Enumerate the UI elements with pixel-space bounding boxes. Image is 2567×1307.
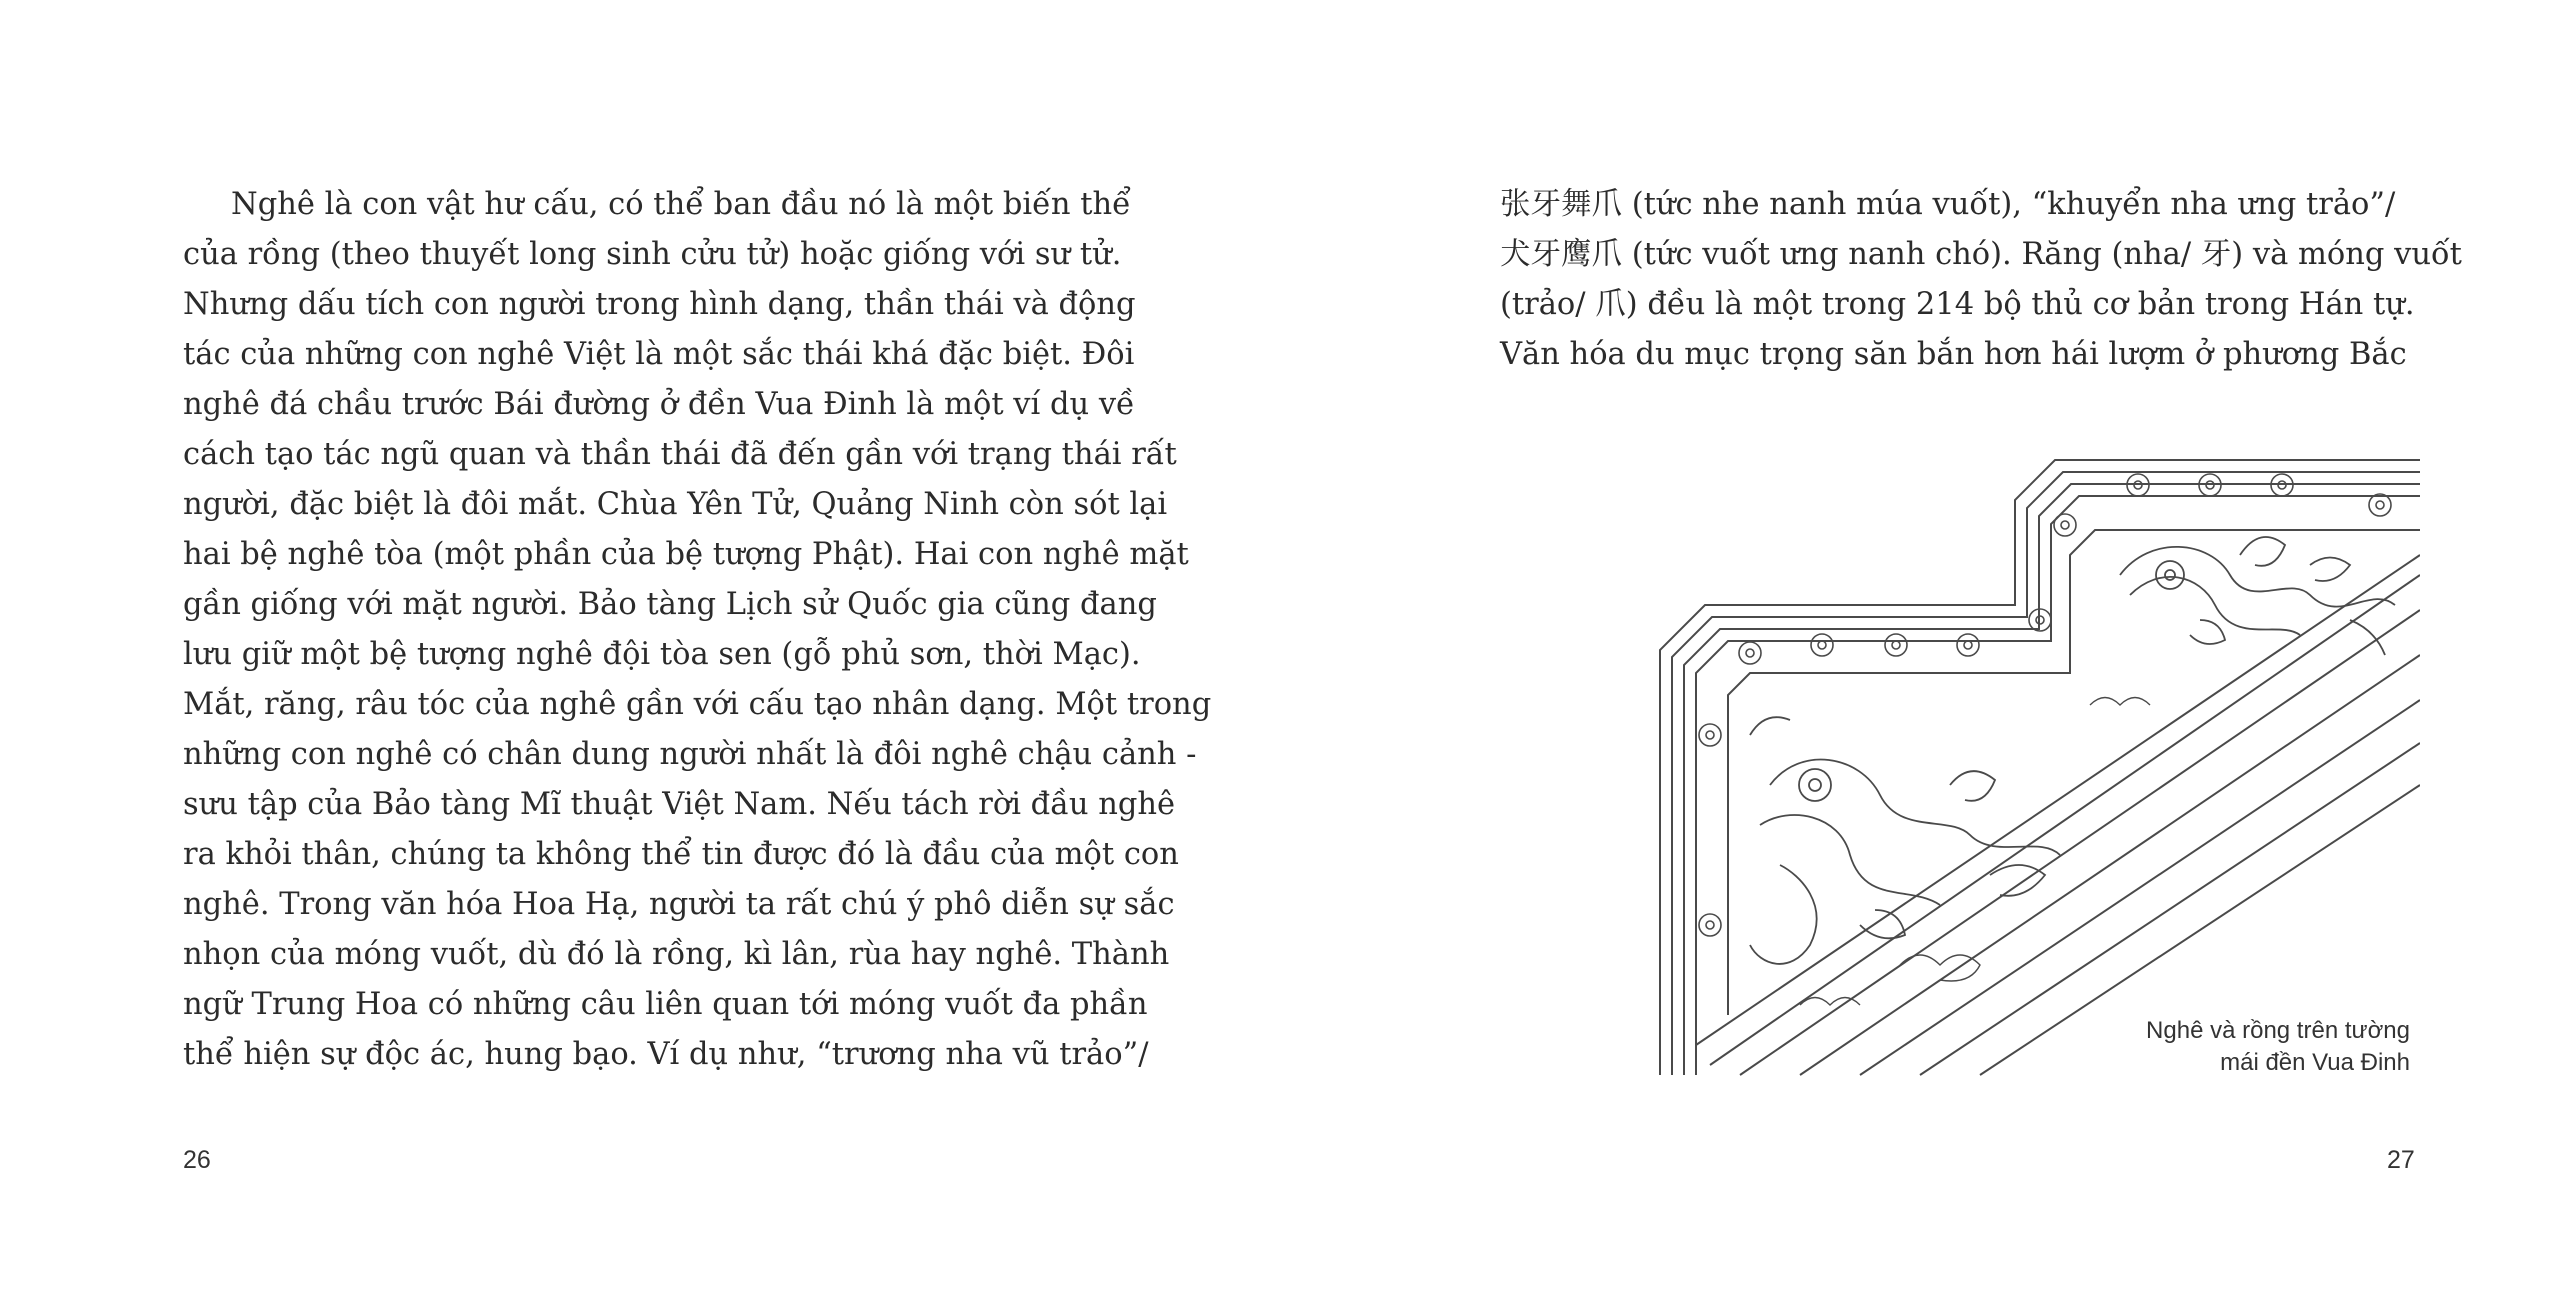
left-page [0, 0, 1283, 1307]
text-line: của rồng (theo thuyết long sinh cửu tử) hoặc giống với sư tử. [183, 237, 1122, 272]
left-body-text [183, 180, 1212, 1080]
text-line: nghê đá chầu trước Bái đường ở đền Vua Đinh là một ví dụ về [183, 387, 1135, 422]
text-line: ngữ Trung Hoa có những câu liên quan tới móng vuốt đa phần [183, 987, 1148, 1022]
page-number-left: 26 [183, 1146, 211, 1174]
text-line: hai bệ nghê tòa (một phần của bệ tượng Phật). Hai con nghê mặt [183, 537, 1189, 572]
text-line: nghê. Trong văn hóa Hoa Hạ, người ta rất chú ý phô diễn sự sắc [183, 887, 1175, 922]
text-line: cách tạo tác ngũ quan và thần thái đã đến gần với trạng thái rất [183, 437, 1177, 472]
text-line: ra khỏi thân, chúng ta không thể tin được đó là đầu của một con [183, 837, 1179, 872]
text-line: người, đặc biệt là đôi mắt. Chùa Yên Tử, Quảng Ninh còn sót lại [183, 487, 1168, 522]
text-line: Mắt, răng, râu tóc của nghê gần với cấu tạo nhân dạng. Một trong [183, 687, 1212, 722]
caption-line: mái đền Vua Đinh [2220, 1049, 2410, 1076]
text-line: tác của những con nghê Việt là một sắc thái khá đặc biệt. Đôi [183, 337, 1135, 372]
right-body-text [1500, 180, 2462, 380]
text-line: (trảo/ 爪) đều là một trong 214 bộ thủ cơ bản trong Hán tự. [1500, 287, 2415, 322]
text-line: thể hiện sự độc ác, hung bạo. Ví dụ như, “trương nha vũ trảo”/ [183, 1037, 1149, 1072]
text-line: Nhưng dấu tích con người trong hình dạng, thần thái và động [183, 287, 1136, 322]
text-line: gần giống với mặt người. Bảo tàng Lịch sử Quốc gia cũng đang [183, 587, 1157, 622]
text-line: sưu tập của Bảo tàng Mĩ thuật Việt Nam. Nếu tách rời đầu nghê [183, 787, 1176, 822]
caption-line: Nghê và rồng trên tường [2146, 1017, 2410, 1044]
text-line: lưu giữ một bệ tượng nghê đội tòa sen (gỗ phủ sơn, thời Mạc). [183, 637, 1141, 672]
text-line: Nghê là con vật hư cấu, có thể ban đầu nó là một biến thể [231, 187, 1131, 222]
text-line: nhọn của móng vuốt, dù đó là rồng, kì lân, rùa hay nghê. Thành [183, 937, 1170, 972]
text-line: 犬牙鹰爪 (tức vuốt ưng nanh chó). Răng (nha/ 牙) và móng vuốt [1500, 237, 2462, 272]
dragon-nghe-wall-relief-icon [1650, 405, 2420, 1080]
text-line: những con nghê có chân dung người nhất là đôi nghê chậu cảnh - [183, 737, 1197, 772]
text-line: Văn hóa du mục trọng săn bắn hơn hái lượm ở phương Bắc [1500, 337, 2407, 372]
text-line: 张牙舞爪 (tức nhe nanh múa vuốt), “khuyển nha ưng trảo”/ [1500, 187, 2396, 222]
page-number-right: 27 [2387, 1146, 2415, 1174]
figure-caption [2050, 1015, 2410, 1079]
